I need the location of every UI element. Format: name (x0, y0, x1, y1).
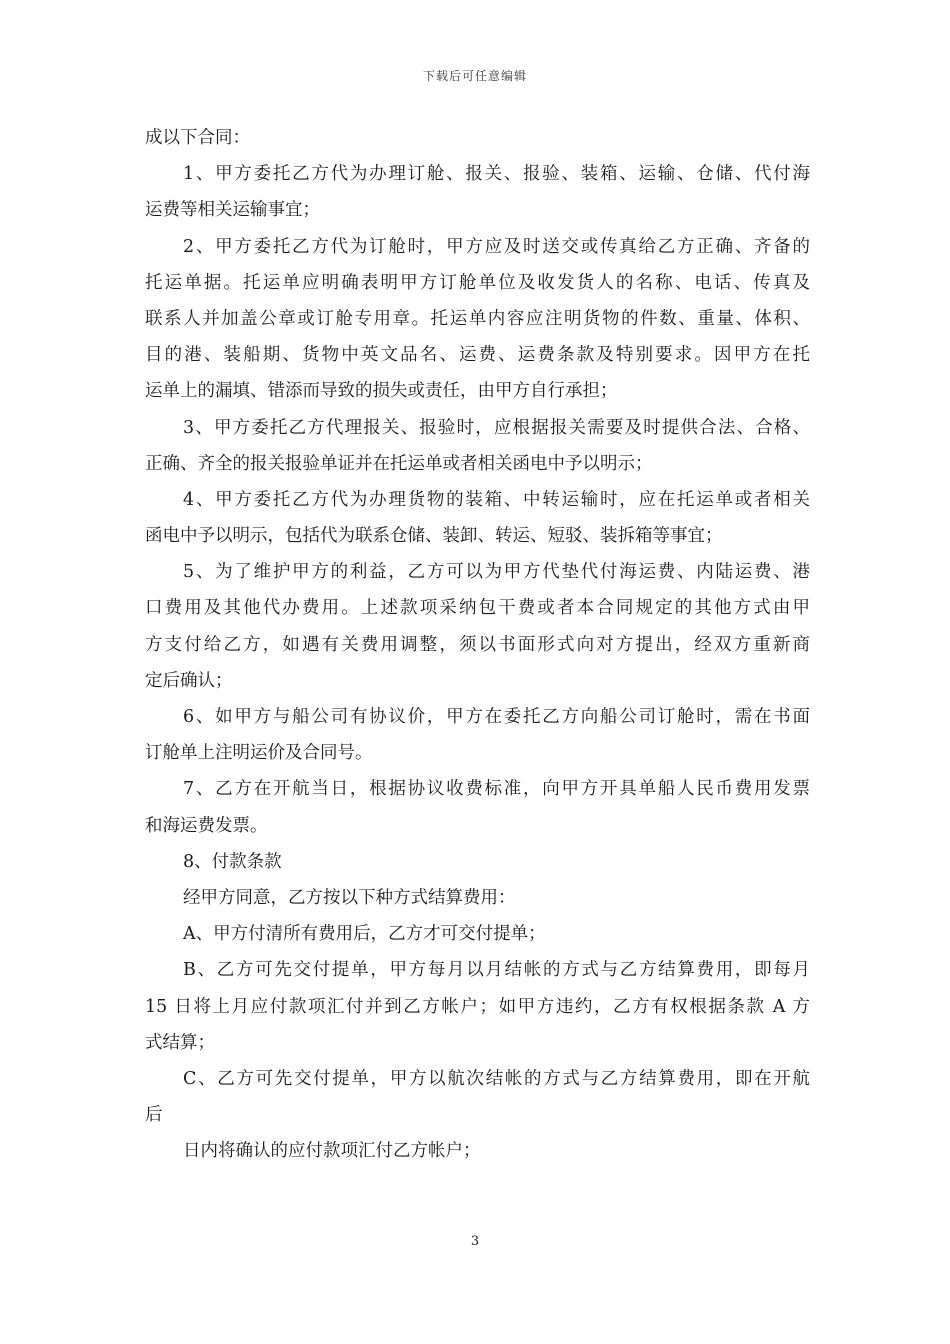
text-line: 后 (145, 1105, 163, 1126)
text-line: 经甲方同意，乙方按以下种方式结算费用： (183, 887, 516, 908)
text-line: 订舱单上注明运价及合同号。 (145, 743, 373, 764)
text-line: 正确、齐全的报关报验单证并在托运单或者相关函电中予以明示； (145, 453, 653, 474)
text-line: 4、甲方委托乙方代为办理货物的装箱、中转运输时，应在托运单或者相关 (183, 489, 810, 510)
text-line: 3、甲方委托乙方代理报关、报验时，应根据报关需要及时提供合法、合格、 (183, 417, 810, 438)
page-number: 3 (470, 1234, 480, 1249)
text-line: 定后确认； (145, 670, 233, 691)
text-line: 8、付款条款 (183, 851, 282, 872)
text-line: A、甲方付清所有费用后，乙方才可交付提单； (183, 924, 546, 945)
text-line: 成以下合同： (145, 128, 250, 148)
text-line: 15 日将上月应付款项汇付并到乙方帐户；如甲方违约，乙方有权根据条款 A 方 (145, 996, 810, 1017)
text-line: 口费用及其他代办费用。上述款项采纳包干费或者本合同规定的其他方式由甲 (145, 598, 810, 619)
text-line: 和海运费发票。 (145, 815, 268, 836)
text-line: 6、如甲方与船公司有协议价，甲方在委托乙方向船公司订舱时，需在书面 (183, 707, 810, 727)
text-line: 目的港、装船期、货物中英文品名、运费、运费条款及特别要求。因甲方在托 (145, 345, 810, 366)
text-line: C、乙方可先交付提单，甲方以航次结帐的方式与乙方结算费用，即在开航 (183, 1068, 810, 1089)
text-line: 5、为了维护甲方的利益，乙方可以为甲方代垫代付海运费、内陆运费、港 (183, 562, 810, 583)
text-line: 7、乙方在开航当日，根据协议收费标准，向甲方开具单船人民币费用发票 (183, 779, 810, 800)
page-header: 下载后可任意编辑 (422, 69, 527, 83)
text-line: 运费等相关运输事宜； (145, 200, 320, 221)
text-line: B、乙方可先交付提单，甲方每月以月结帐的方式与乙方结算费用，即每月 (183, 960, 810, 981)
text-line: 式结算； (145, 1032, 215, 1053)
text-line: 托运单据。托运单应明确表明甲方订舱单位及收发货人的名称、电话、传真及 (145, 272, 810, 293)
text-line: 1、甲方委托乙方代为办理订舱、报关、报验、装箱、运输、仓储、代付海 (183, 164, 810, 185)
text-line: 联系人并加盖公章或订舱专用章。托运单内容应注明货物的件数、重量、体积、 (145, 308, 810, 329)
text-line: 方支付给乙方，如遇有关费用调整，须以书面形式向对方提出，经双方重新商 (145, 634, 810, 655)
document-body (145, 120, 810, 1169)
text-line: 运单上的漏填、错添而导致的损失或责任，由甲方自行承担； (145, 381, 618, 402)
text-line: 函电中予以明示，包括代为联系仓储、装卸、转运、短驳、装拆箱等事宜； (145, 526, 723, 547)
text-line: 2、甲方委托乙方代为订舱时，甲方应及时送交或传真给乙方正确、齐备的 (183, 236, 810, 257)
text-line: 日内将确认的应付款项汇付乙方帐户； (183, 1141, 481, 1162)
